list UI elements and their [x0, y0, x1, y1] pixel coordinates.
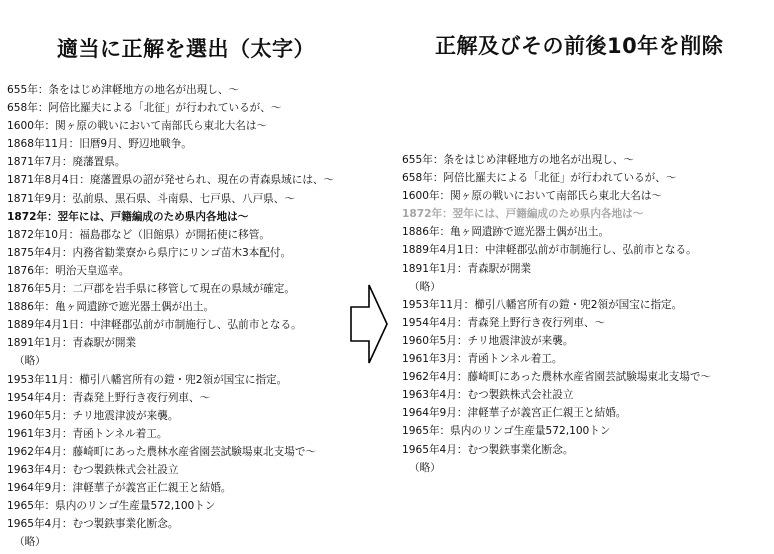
left-panel-title: 適当に正解を選出（太字）	[57, 37, 315, 61]
timeline-entry: 1868年11月：旧暦9月、野辺地戦争。	[7, 138, 192, 151]
timeline-entry: 1961年3月：青函トンネル着工。	[402, 353, 563, 366]
timeline-entry: 1963年4月：むつ製鉄株式会社設立	[402, 389, 574, 402]
timeline-entry: 1875年4月：内務省勧業寮から県庁にリンゴ苗木3本配付。	[7, 246, 292, 259]
timeline-entry: 1876年：明治天皇巡幸。	[7, 264, 130, 277]
omission-marker: （略）	[409, 461, 441, 474]
timeline-entry: 658年：阿倍比羅夫による「北征」が行われているが、〜	[7, 102, 282, 115]
timeline-entry: 1889年4月1日：中津軽郡弘前が市制施行し、弘前市となる。	[402, 244, 697, 257]
timeline-entry: 1872年10月：福島郡など（旧館県）が開拓使に移管。	[7, 228, 270, 241]
timeline-entry: 1960年5月：チリ地震津波が来襲。	[7, 409, 179, 422]
timeline-entry: 1965年4月：むつ製鉄事業化断念。	[402, 443, 574, 456]
timeline-entry: 1965年4月：むつ製鉄事業化断念。	[7, 518, 179, 531]
timeline-entry: 1965年：県内のリンゴ生産量572,100トン	[402, 425, 611, 438]
timeline-entry: 1872年：翌年には、戸籍編成のため県内各地は〜	[402, 208, 644, 221]
omission-marker: （略）	[409, 280, 441, 293]
timeline-entry: 1872年：翌年には、戸籍編成のため県内各地は〜	[7, 210, 249, 223]
timeline-entry: 1953年11月：櫛引八幡宮所有の鎧・兜2領が国宝に指定。	[402, 298, 683, 311]
right-panel-title: 正解及びその前後10年を削除	[435, 34, 724, 58]
arrow-shape	[351, 285, 387, 363]
timeline-entry: 1891年1月：青森駅が開業	[7, 337, 137, 350]
timeline-entry: 1600年：関ヶ原の戦いにおいて南部氏ら東北大名は〜	[7, 120, 268, 133]
timeline-entry: 1889年4月1日：中津軽郡弘前が市制施行し、弘前市となる。	[7, 319, 302, 332]
timeline-entry: 658年：阿倍比羅夫による「北征」が行われているが、〜	[402, 172, 677, 185]
timeline-entry: 1954年4月：青森発上野行き夜行列車、〜	[7, 391, 211, 404]
timeline-entry: 1964年9月：津軽華子が義宮正仁親王と結婚。	[7, 482, 232, 495]
timeline-entry: 1965年：県内のリンゴ生産量572,100トン	[7, 500, 216, 513]
right-timeline-list	[402, 151, 711, 477]
timeline-entry: 1963年4月：むつ製鉄株式会社設立	[7, 463, 179, 476]
timeline-entry: 1886年：亀ヶ岡遺跡で遮光器土偶が出土。	[402, 226, 610, 239]
omission-marker: （略）	[14, 536, 46, 549]
timeline-entry: 1871年8月4日：廃藩置県の詔が発せられ、現在の青森県域には、〜	[7, 174, 335, 187]
timeline-entry: 1962年4月：藤崎町にあった農林水産省園芸試験場東北支場で〜	[7, 445, 317, 458]
left-timeline-list	[7, 81, 334, 551]
timeline-entry: 1886年：亀ヶ岡遺跡で遮光器土偶が出土。	[7, 301, 215, 314]
timeline-entry: 1953年11月：櫛引八幡宮所有の鎧・兜2領が国宝に指定。	[7, 373, 288, 386]
timeline-entry: 1891年1月：青森駅が開業	[402, 262, 532, 275]
timeline-entry: 1871年7月：廃藩置県。	[7, 156, 126, 169]
timeline-entry: 1961年3月：青函トンネル着工。	[7, 427, 168, 440]
timeline-entry: 1954年4月：青森発上野行き夜行列車、〜	[402, 316, 606, 329]
timeline-entry: 1962年4月：藤崎町にあった農林水産省園芸試験場東北支場で〜	[402, 371, 712, 384]
timeline-entry: 655年：条をはじめ津軽地方の地名が出現し、〜	[7, 84, 240, 96]
right-arrow-icon	[344, 283, 390, 365]
timeline-entry: 1600年：関ヶ原の戦いにおいて南部氏ら東北大名は〜	[402, 190, 663, 203]
timeline-entry: 1964年9月：津軽華子が義宮正仁親王と結婚。	[402, 407, 627, 420]
timeline-entry: 1960年5月：チリ地震津波が来襲。	[402, 334, 574, 347]
timeline-entry: 655年：条をはじめ津軽地方の地名が出現し、〜	[402, 154, 635, 166]
omission-marker: （略）	[14, 355, 46, 368]
timeline-entry: 1876年5月：二戸郡を岩手県に移管して現在の県域が確定。	[7, 283, 295, 296]
timeline-entry: 1871年9月：弘前県、黒石県、斗南県、七戸県、八戸県、〜	[7, 192, 295, 205]
